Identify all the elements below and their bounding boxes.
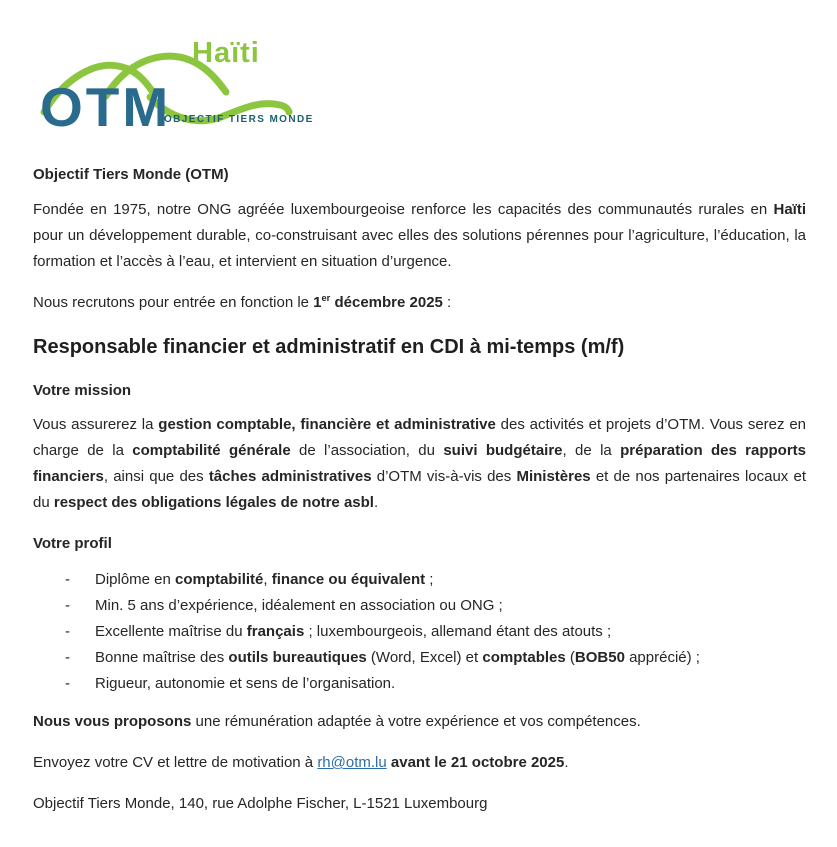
logo-haiti-text: Haïti: [192, 37, 260, 69]
bullet-text: Rigueur, autonomie et sens de l’organisation.: [95, 675, 396, 692]
logo-otm-text: OTM: [40, 76, 172, 138]
profile-heading: Votre profil: [33, 535, 112, 552]
mission-paragraph: Vous assurerez la gestion comptable, financière et administrative des activités et projets d’OTM. Vous serez en charge de la comptabilité générale de l’association, du suivi budgétaire, de la préparation des rapports financiers, ainsi que des tâches administratives d’OTM vis-à-vis des Ministères et de nos partenaires locaux et du respect des obligations légales de notre asbl.: [33, 416, 807, 511]
address-line: Objectif Tiers Monde, 140, rue Adolphe Fischer, L-1521 Luxembourg: [33, 795, 488, 812]
profile-bullet: [33, 567, 806, 593]
otm-logo: [40, 36, 314, 140]
job-title: Responsable financier et administratif en CDI à mi-temps (m/f): [33, 336, 625, 358]
org-heading: Objectif Tiers Monde (OTM): [33, 166, 229, 183]
bullet-text: Min. 5 ans d’expérience, idéalement en association ou ONG ;: [95, 597, 503, 614]
profile-bullet: [33, 619, 806, 645]
bullet-text: Bonne maîtrise des outils bureautiques (Word, Excel) et comptables (BOB50 apprécié) ;: [95, 649, 700, 666]
bullet-dash-marker: -: [65, 623, 70, 640]
email-link[interactable]: rh@otm.lu: [317, 754, 387, 771]
profile-bullet-list: [33, 567, 806, 697]
offer-paragraph: Nous vous proposons une rémunération adaptée à votre expérience et vos compétences.: [33, 713, 641, 730]
document-body: [0, 162, 837, 817]
mission-heading: Votre mission: [33, 382, 132, 399]
profile-bullet: [33, 645, 806, 671]
profile-bullet: [33, 593, 806, 619]
bullet-dash-marker: -: [65, 571, 70, 588]
bullet-dash-marker: -: [65, 675, 70, 692]
bullet-dash-marker: -: [65, 597, 70, 614]
profile-bullet: [33, 671, 806, 697]
logo-tagline-text: OBJECTIF TIERS MONDE: [164, 114, 314, 125]
recruitment-line: Nous recrutons pour entrée en fonction le 1er décembre 2025 :: [33, 293, 452, 311]
bullet-text: Excellente maîtrise du français ; luxembourgeois, allemand étant des atouts ;: [95, 623, 612, 640]
apply-paragraph: Envoyez votre CV et lettre de motivation à rh@otm.lu avant le 21 octobre 2025.: [33, 754, 569, 771]
about-paragraph: Fondée en 1975, notre ONG agréée luxembourgeoise renforce les capacités des communautés rurales en Haïti pour un développement durable, co-construisant avec elles des solutions pérennes pour l’agriculture, l’éducation, la formation et l’accès à l’eau, et intervient en situation d’urgence.: [33, 201, 806, 270]
bullet-text: Diplôme en comptabilité, finance ou équivalent ;: [95, 571, 434, 588]
bullet-dash-marker: -: [65, 649, 70, 666]
